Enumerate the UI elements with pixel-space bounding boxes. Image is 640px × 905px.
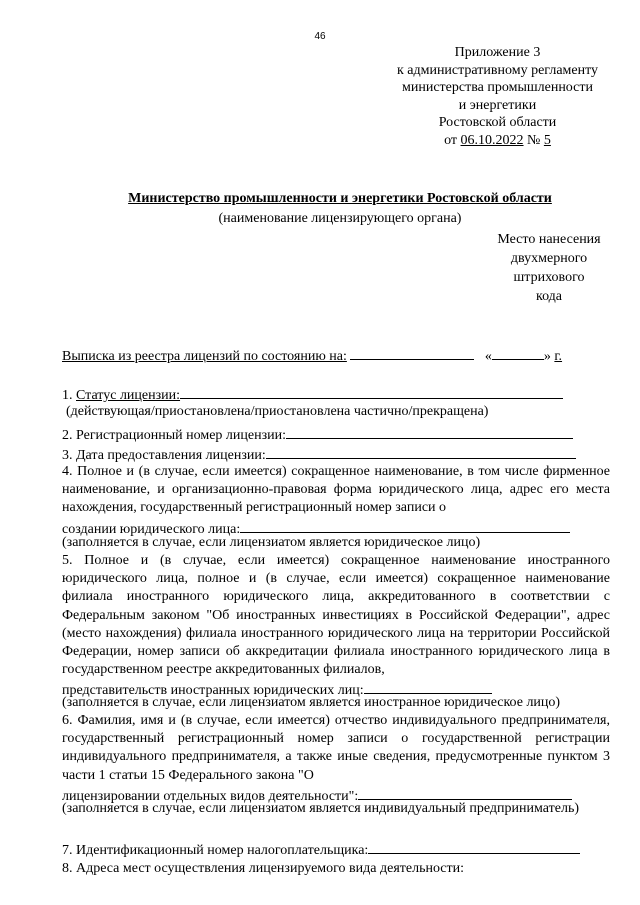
licensing-authority-name: Министерство промышленности и энергетики Ростовской области — [128, 191, 552, 206]
appendix-date-line — [375, 132, 620, 150]
appendix-header — [375, 44, 620, 149]
appendix-line-3: министерства промышленности — [402, 80, 593, 95]
barcode-line-1: Место нанесения — [497, 232, 601, 247]
item-5-text: 5. Полное и (в случае, если имеется) сокращенное наименование иностранного юридического лица, полное и (в случае, если имеется) сокращенное наименование филиала иностранного юридического лица, аккредитованного в соответствии с Федеральным законом "Об иностранных инвестициях в Российской Федерации", адрес (место нахождения) филиала иностранного юридического лица на территории Российской Федерации, номер записи об аккредитации филиала иностранного юридического лица в государственном реестре аккредитованных филиалов, — [62, 553, 610, 678]
quote-close: » — [543, 349, 551, 364]
item-1-blank[interactable] — [180, 384, 563, 399]
item-4-last-label: создании юридического лица: — [62, 521, 241, 537]
appendix-line-2: к административному регламенту — [396, 62, 599, 78]
appendix-line-5: Ростовской области — [438, 115, 557, 130]
barcode-placeholder — [474, 230, 624, 306]
item-1-number: 1. — [62, 388, 76, 403]
item-2 — [62, 424, 573, 444]
item-7-blank[interactable] — [368, 839, 580, 854]
item-3-label: 3. Дата предоставления лицензии: — [62, 448, 266, 463]
item-1-label: Статус лицензии: — [76, 388, 181, 403]
item-6-blank[interactable] — [358, 785, 572, 800]
item-6-text: 6. Фамилия, имя и (в случае, если имеется) отчество индивидуального предпринимателя, государственный регистрационный номер записи о государственной регистрации индивидуального предпринимателя, а также иные сведения, предусмотренные пунктом 3 части 1 статьи 15 Федерального закона "О — [62, 713, 610, 783]
barcode-line-2: двухмерного — [510, 251, 588, 266]
item-4-hint: (заполняется в случае, если лицензиатом является юридическое лицо) — [62, 535, 481, 550]
item-7-label: 7. Идентификационный номер налогоплательщика: — [62, 843, 369, 858]
appendix-line-1: Приложение 3 — [454, 45, 541, 60]
item-4-text: 4. Полное и (в случае, если имеется) сокращенное наименование, в том числе фирменное наименование, и организационно-правовая форма юридического лица, адрес его места нахождения, государственный регистрационный номер записи о — [62, 464, 610, 516]
date-prefix: от — [444, 132, 461, 148]
appendix-number: 5 — [543, 132, 551, 148]
quote-open: « — [484, 349, 492, 364]
item-7 — [62, 839, 580, 859]
item-6 — [62, 712, 610, 806]
extract-colon: : — [342, 349, 347, 364]
item-5-hint: (заполняется в случае, если лицензиатом является иностранное юридическое лицо) — [62, 695, 561, 710]
item-4-blank[interactable] — [240, 518, 570, 533]
barcode-line-4: кода — [535, 289, 563, 304]
item-6-last-label: лицензировании отдельных видов деятельности": — [62, 788, 359, 804]
item-6-hint: (заполняется в случае, если лицензиатом является индивидуальный предприниматель) — [62, 801, 579, 816]
item-5 — [62, 552, 610, 701]
appendix-line-4: и энергетики — [458, 97, 537, 113]
barcode-line-3: штрихового — [513, 270, 585, 285]
extract-title-line — [62, 345, 562, 365]
extract-year: г. — [554, 349, 563, 364]
extract-date-blank[interactable] — [350, 345, 474, 360]
item-3-blank[interactable] — [266, 444, 576, 459]
item-2-label: 2. Регистрационный номер лицензии: — [62, 428, 287, 443]
item-3 — [62, 444, 576, 464]
item-4 — [62, 463, 610, 539]
item-5-last-label: представительств иностранных юридических лиц: — [62, 683, 364, 699]
licensing-authority-caption: (наименование лицензирующего органа) — [218, 211, 462, 226]
page-number: 46 — [314, 31, 326, 42]
extract-day-blank[interactable] — [492, 345, 544, 360]
item-1 — [62, 384, 563, 404]
item-2-blank[interactable] — [286, 424, 573, 439]
appendix-date: 06.10.2022 — [460, 132, 524, 148]
item-5-blank[interactable] — [364, 679, 492, 694]
item-1-hint: (действующая/приостановлена/приостановлена частично/прекращена) — [66, 404, 489, 419]
extract-label: Выписка из реестра лицензий по состоянию на — [62, 349, 343, 364]
number-prefix: № — [523, 132, 544, 148]
item-8: 8. Адреса мест осуществления лицензируемого вида деятельности: — [62, 861, 465, 876]
